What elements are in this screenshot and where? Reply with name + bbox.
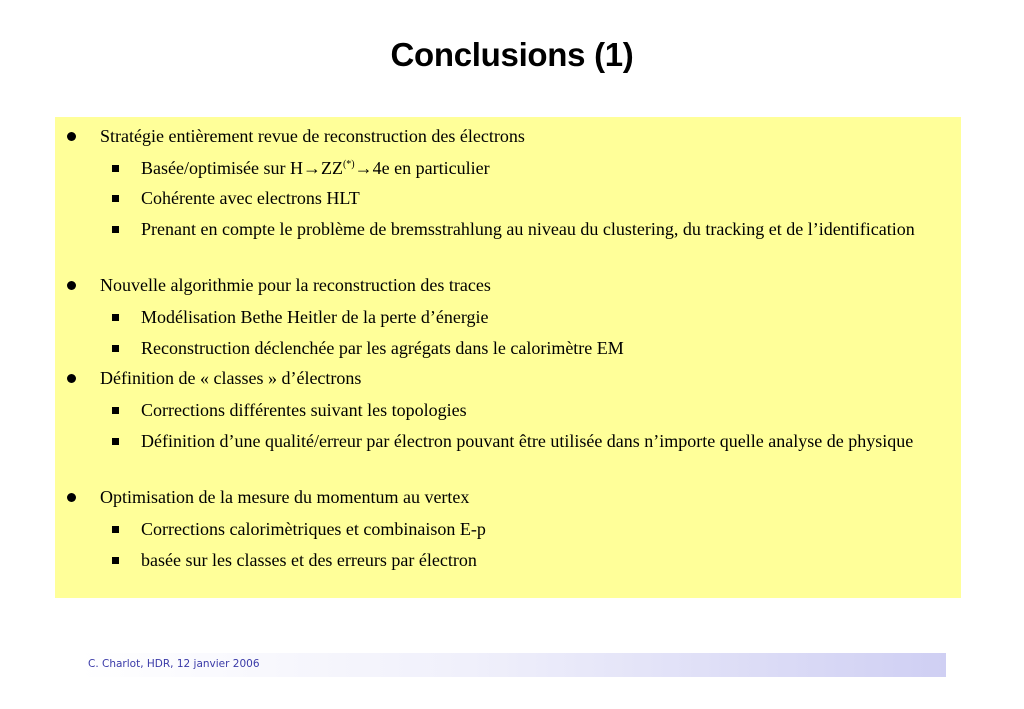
list-item-text: basée sur les classes et des erreurs par électron	[141, 550, 477, 570]
list-item	[141, 336, 951, 361]
list-item-text: Modélisation Bethe Heitler de la perte d’énergie	[141, 307, 489, 327]
list-item	[141, 217, 951, 242]
square-bullet-icon	[112, 345, 119, 352]
list-item-text: Corrections calorimètriques et combinaison E-p	[141, 519, 486, 539]
list-item	[141, 429, 951, 454]
list-item	[141, 156, 951, 181]
list-item	[141, 398, 951, 423]
round-bullet-icon	[67, 281, 76, 290]
square-bullet-icon	[112, 165, 119, 172]
list-item-text: Prenant en compte le problème de bremsstrahlung au niveau du clustering, du tracking et de l’identification	[141, 219, 915, 239]
list-item-text: Optimisation de la mesure du momentum au vertex	[100, 487, 470, 507]
list-item-text: Stratégie entièrement revue de reconstruction des électrons	[100, 126, 525, 146]
list-item-text: 4e en particulier	[372, 158, 490, 178]
square-bullet-icon	[112, 226, 119, 233]
superscript: (*)	[342, 159, 355, 170]
list-item	[141, 186, 951, 211]
square-bullet-icon	[112, 314, 119, 321]
list-item	[100, 366, 940, 391]
list-item	[100, 124, 940, 149]
square-bullet-icon	[112, 407, 119, 414]
square-bullet-icon	[112, 438, 119, 445]
list-item-text: Basée/optimisée sur H	[141, 158, 303, 178]
list-item-text: Corrections différentes suivant les topologies	[141, 400, 467, 420]
square-bullet-icon	[112, 195, 119, 202]
arrow-symbol: →	[354, 158, 373, 178]
list-item-text: Définition de « classes » d’électrons	[100, 368, 362, 388]
round-bullet-icon	[67, 132, 76, 141]
footer-text: C. Charlot, HDR, 12 janvier 2006	[88, 658, 260, 670]
round-bullet-icon	[67, 374, 76, 383]
content-box	[55, 117, 961, 598]
footer-bar	[79, 653, 946, 677]
round-bullet-icon	[67, 493, 76, 502]
list-item-text: Définition d’une qualité/erreur par électron pouvant être utilisée dans n’importe quelle analyse de physique	[141, 431, 914, 451]
list-item-text: Cohérente avec electrons HLT	[141, 188, 360, 208]
list-item-text: Reconstruction déclenchée par les agrégats dans le calorimètre EM	[141, 338, 624, 358]
list-item	[141, 305, 951, 330]
list-item	[141, 548, 951, 573]
square-bullet-icon	[112, 526, 119, 533]
list-item-text: Nouvelle algorithmie pour la reconstruction des traces	[100, 275, 491, 295]
list-item	[141, 517, 951, 542]
arrow-symbol: →	[302, 158, 321, 178]
list-item	[100, 485, 940, 510]
zz-text: ZZ	[320, 158, 343, 178]
list-item	[100, 273, 940, 298]
slide-title: Conclusions (1)	[390, 36, 634, 73]
square-bullet-icon	[112, 557, 119, 564]
